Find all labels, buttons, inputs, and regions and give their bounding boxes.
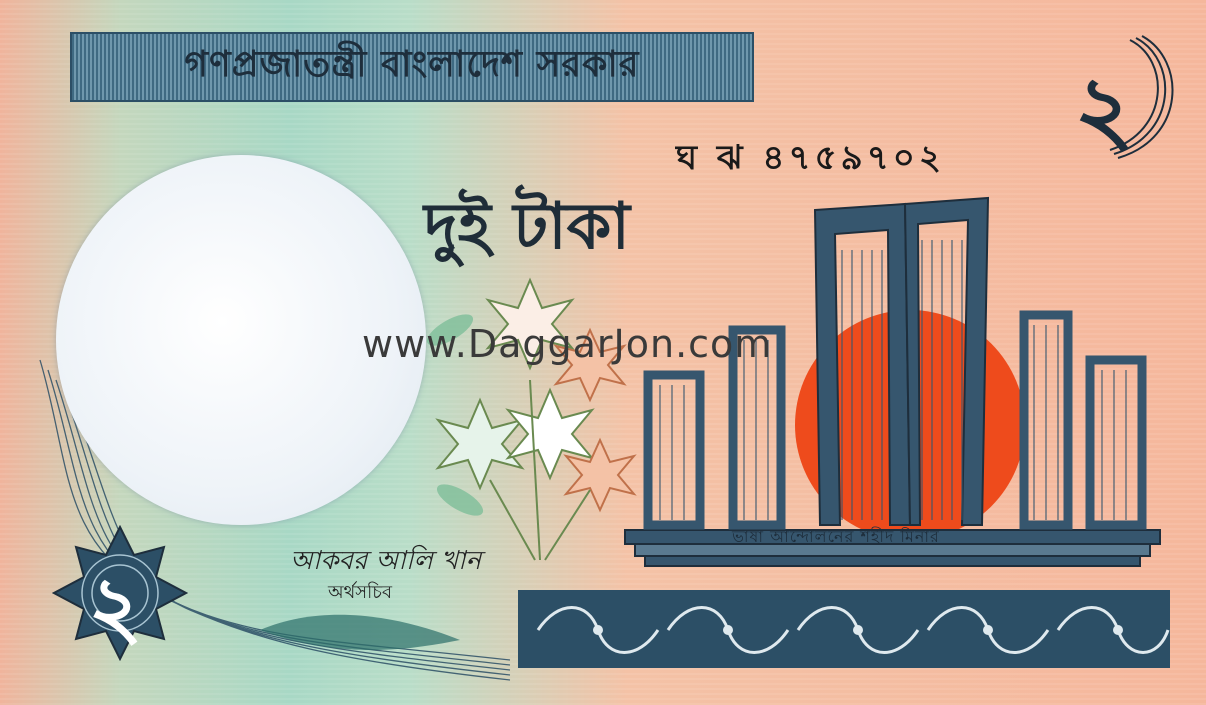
header-banner (70, 32, 754, 102)
decorative-border-band (518, 590, 1170, 668)
signature: আকবর আলি খান (290, 546, 482, 576)
signatory-title: অর্থসচিব (328, 582, 393, 603)
magpie-robin-flowers-icon (420, 240, 640, 570)
watermark-website-text: www.DaggarJon.com (362, 322, 773, 366)
denomination-numeral-top: ২ (1074, 55, 1134, 163)
serial-number: ঘ ঝ ৪৭৫৯৭০২ (676, 138, 946, 178)
issuer-title: গণপ্রজাতন্ত্রী বাংলাদেশ সরকার (184, 44, 640, 85)
monument-caption: ভাষা আন্দোলনের শহীদ মিনার (732, 527, 940, 546)
denomination-text: দুই টাকা (424, 190, 630, 264)
denomination-numeral-corner: ২ (88, 557, 143, 656)
